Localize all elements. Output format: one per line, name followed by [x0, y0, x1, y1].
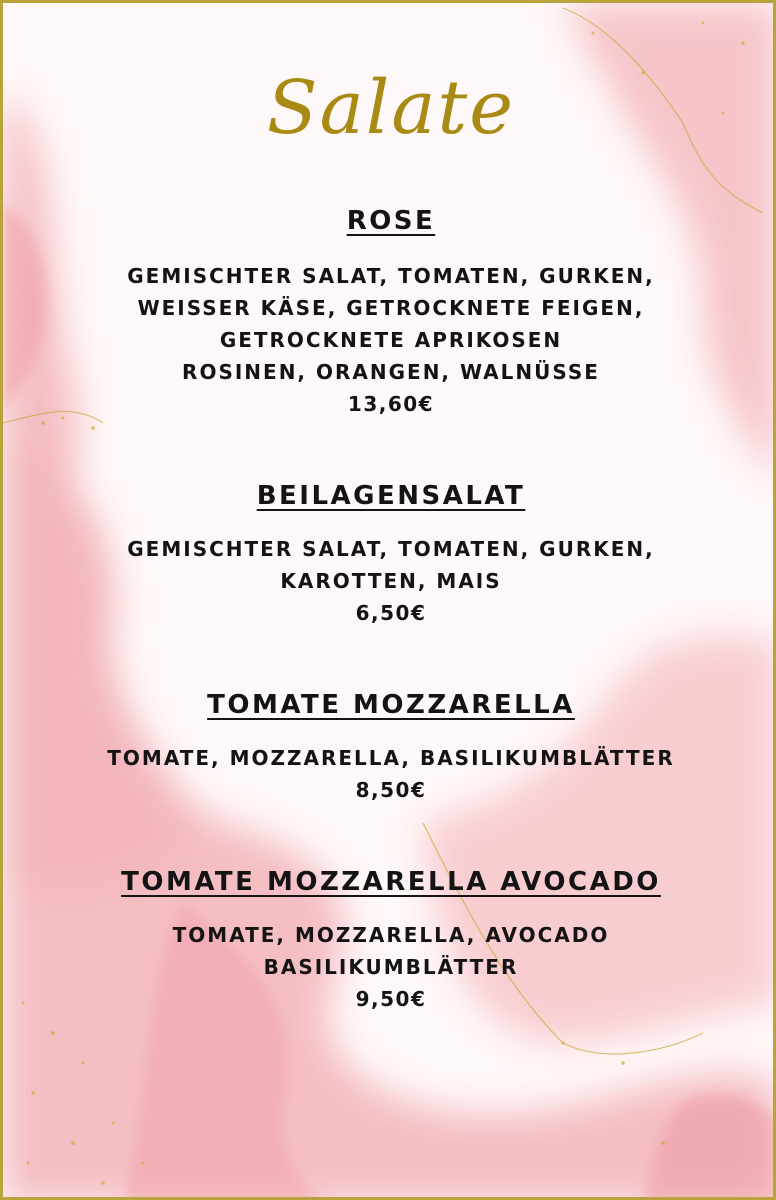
item-description-line: GETROCKNETE APRIKOSEN	[219, 328, 563, 352]
item-description-line: TOMATE, MOZZARELLA, BASILIKUMBLÄTTER	[107, 746, 675, 770]
item-price: 9,50€	[355, 987, 427, 1011]
item-name: TOMATE MOZZARELLA AVOCADO	[121, 867, 661, 897]
item-description-line: ROSINEN, ORANGEN, WALNÜSSE	[182, 360, 600, 384]
menu-item-tomate-mozzarella-avocado	[3, 867, 776, 1015]
item-description-line: GEMISCHTER SALAT, TOMATEN, GURKEN,	[127, 264, 655, 288]
menu-item-rose	[3, 206, 776, 420]
item-price: 8,50€	[355, 778, 427, 802]
item-description-line: KAROTTEN, MAIS	[280, 569, 502, 593]
menu-item-tomate-mozzarella	[3, 690, 776, 806]
item-name: TOMATE MOZZARELLA	[207, 690, 575, 720]
page-title: Salate	[266, 65, 516, 151]
menu-item-beilagensalat	[3, 481, 776, 629]
item-name: BEILAGENSALAT	[256, 481, 526, 511]
item-description-line: WEISSER KÄSE, GETROCKNETE FEIGEN,	[137, 296, 645, 320]
item-description-line: BASILIKUMBLÄTTER	[263, 955, 519, 979]
item-name: ROSE	[346, 206, 436, 236]
item-price: 13,60€	[347, 392, 435, 416]
item-description-line: TOMATE, MOZZARELLA, AVOCADO	[172, 923, 610, 947]
item-price: 6,50€	[355, 601, 427, 625]
item-description-line: GEMISCHTER SALAT, TOMATEN, GURKEN,	[127, 537, 655, 561]
